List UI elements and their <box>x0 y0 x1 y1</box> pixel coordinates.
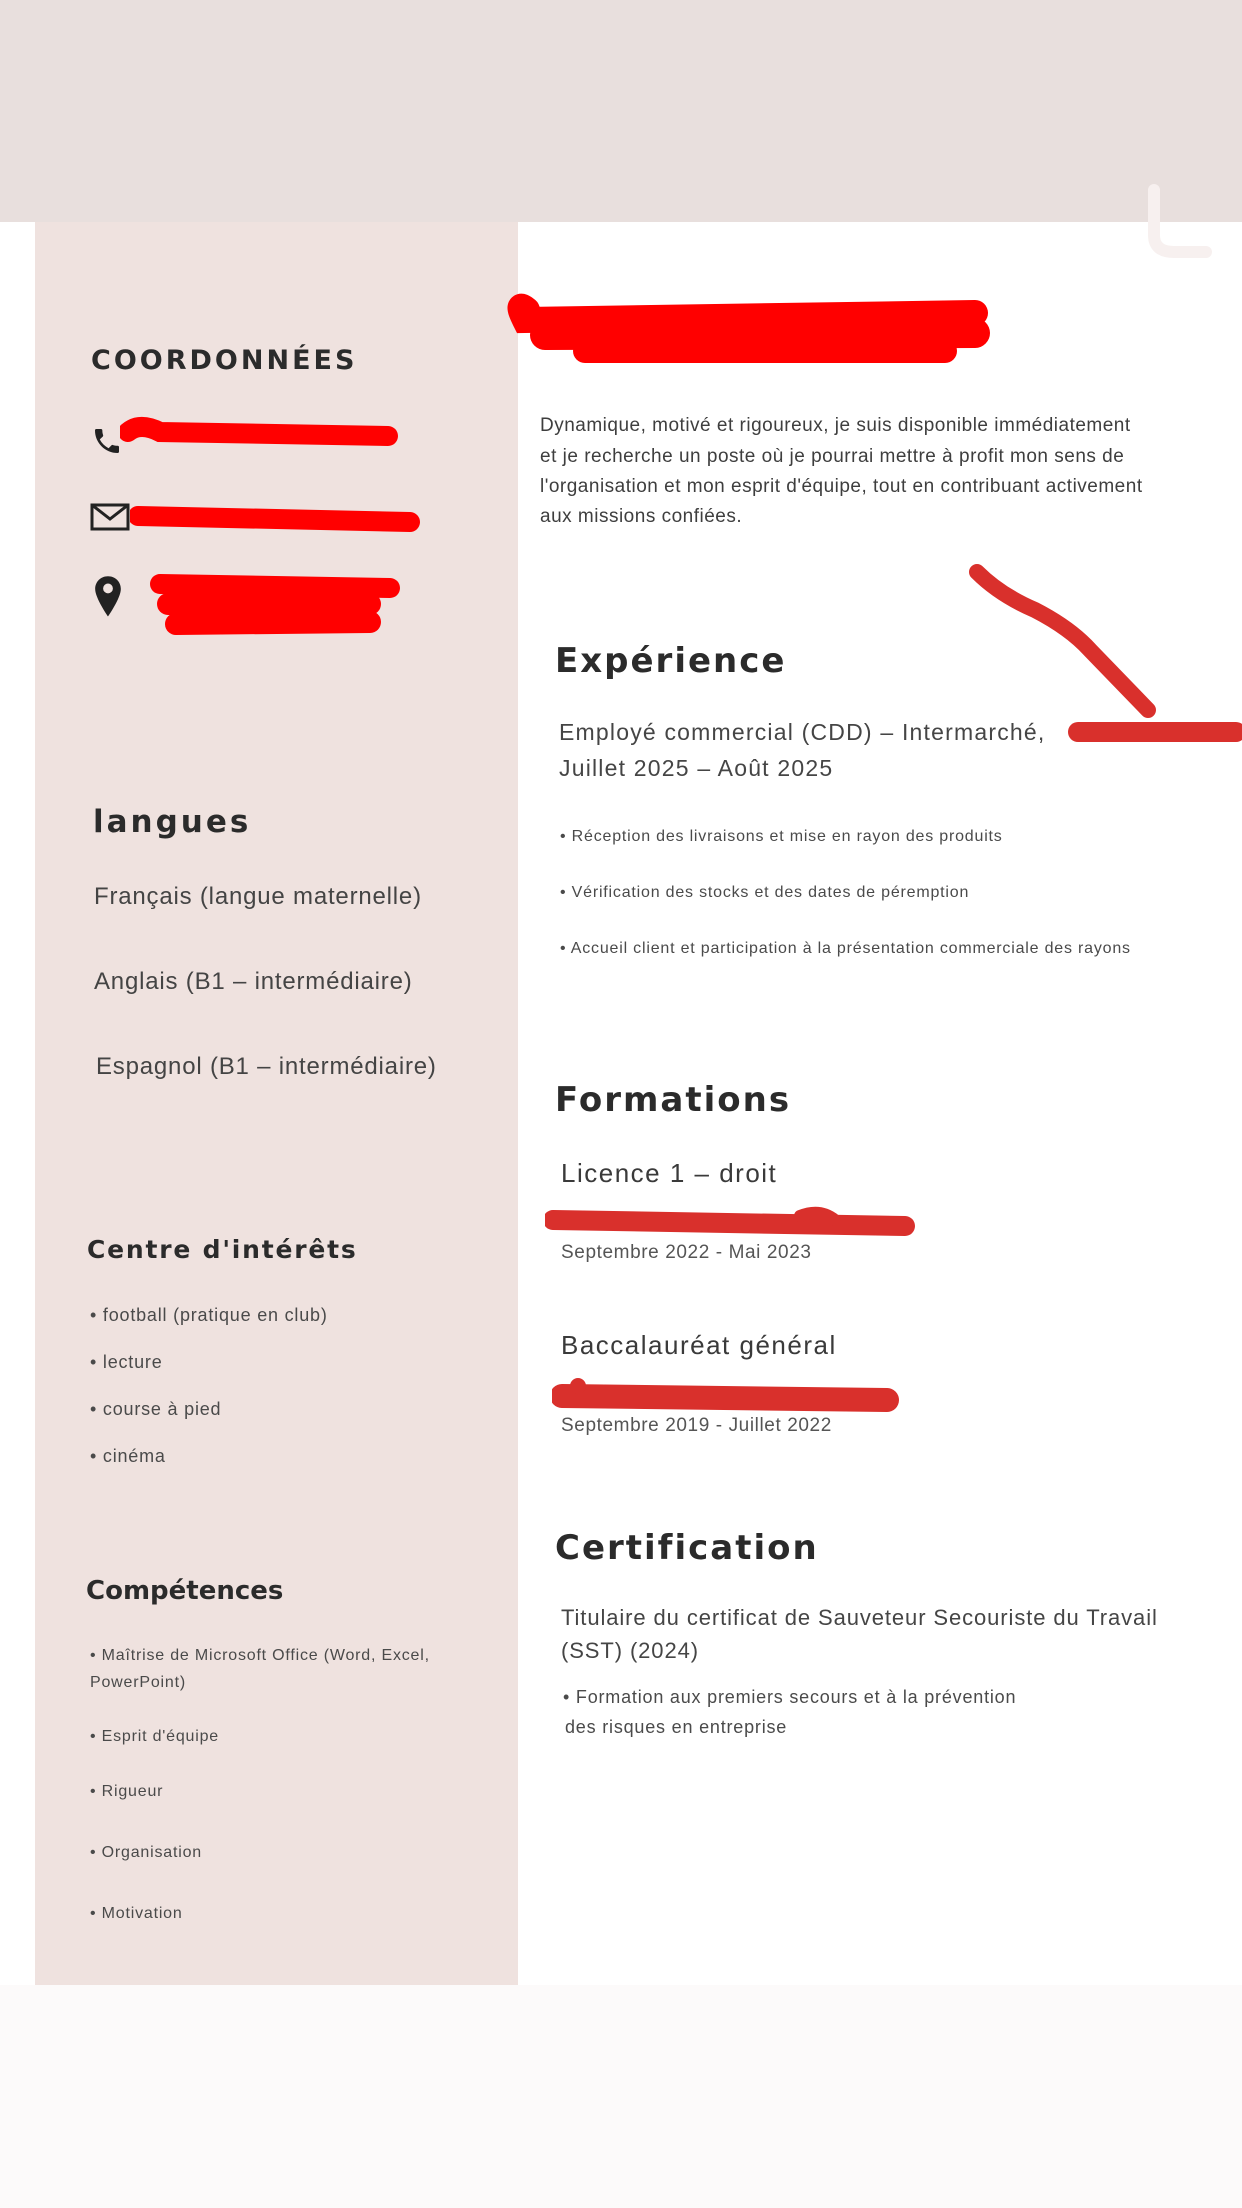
interest-item: • cinéma <box>90 1446 166 1466</box>
map-pin-icon <box>93 575 123 619</box>
experience-bullet: • Accueil client et participation à la présentation commerciale des rayons <box>560 940 1131 957</box>
phone-icon <box>91 425 123 457</box>
contact-heading: COORDONNÉES <box>91 345 358 376</box>
interest-item: • football (pratique en club) <box>90 1305 328 1325</box>
skill-item: • Rigueur <box>90 1783 164 1800</box>
certification-heading: Certification <box>555 1528 819 1568</box>
summary-line: aux missions confiées. <box>540 506 743 527</box>
experience-role: Employé commercial (CDD) – Intermarché, <box>559 719 1046 745</box>
formations-heading: Formations <box>555 1080 792 1120</box>
redaction-employer <box>960 560 1242 750</box>
skill-item: • Organisation <box>90 1844 202 1861</box>
bottom-band <box>0 1985 1242 2208</box>
sidebar-panel <box>35 222 518 1985</box>
certification-line: Titulaire du certificat de Sauveteur Secouriste du Travail <box>561 1605 1158 1630</box>
skill-item: • Esprit d'équipe <box>90 1728 219 1745</box>
redaction-school-2 <box>552 1372 902 1418</box>
redaction-address <box>150 570 410 646</box>
formation-dates: Septembre 2019 - Juillet 2022 <box>561 1415 832 1436</box>
experience-dates: Juillet 2025 – Août 2025 <box>559 755 834 781</box>
corner-mark <box>1140 180 1220 260</box>
certification-bullet: des risques en entreprise <box>565 1717 788 1737</box>
redaction-phone <box>120 414 400 454</box>
experience-bullet: • Vérification des stocks et des dates de péremption <box>560 884 970 901</box>
redaction-school-1 <box>545 1200 930 1240</box>
formation-dates: Septembre 2022 - Mai 2023 <box>561 1242 812 1263</box>
languages-heading: langues <box>93 804 252 840</box>
experience-heading: Expérience <box>555 641 787 681</box>
skill-item: • Maîtrise de Microsoft Office (Word, Excel, <box>90 1647 430 1664</box>
summary-line: l'organisation et mon esprit d'équipe, tout en contribuant activement <box>540 476 1143 497</box>
formation-title: Baccalauréat général <box>561 1330 837 1360</box>
interest-item: • lecture <box>90 1352 163 1372</box>
interest-item: • course à pied <box>90 1399 222 1419</box>
summary-line: Dynamique, motivé et rigoureux, je suis disponible immédiatement <box>540 415 1131 436</box>
language-item: Français (langue maternelle) <box>94 883 422 910</box>
redaction-email <box>130 500 430 540</box>
certification-line: (SST) (2024) <box>561 1638 699 1663</box>
formation-title: Licence 1 – droit <box>561 1158 778 1188</box>
redaction-name <box>505 285 1005 385</box>
top-band <box>0 0 1242 222</box>
certification-bullet: • Formation aux premiers secours et à la prévention <box>563 1687 1017 1707</box>
envelope-icon <box>90 502 130 532</box>
language-item: Anglais (B1 – intermédiaire) <box>94 968 413 995</box>
skill-item: • Motivation <box>90 1905 183 1922</box>
summary-line: et je recherche un poste où je pourrai mettre à profit mon sens de <box>540 446 1125 467</box>
interests-heading: Centre d'intérêts <box>87 1235 358 1264</box>
language-item: Espagnol (B1 – intermédiaire) <box>96 1053 437 1080</box>
skills-heading: Compétences <box>86 1576 284 1606</box>
experience-bullet: • Réception des livraisons et mise en rayon des produits <box>560 828 1003 845</box>
skill-item: PowerPoint) <box>90 1674 186 1691</box>
